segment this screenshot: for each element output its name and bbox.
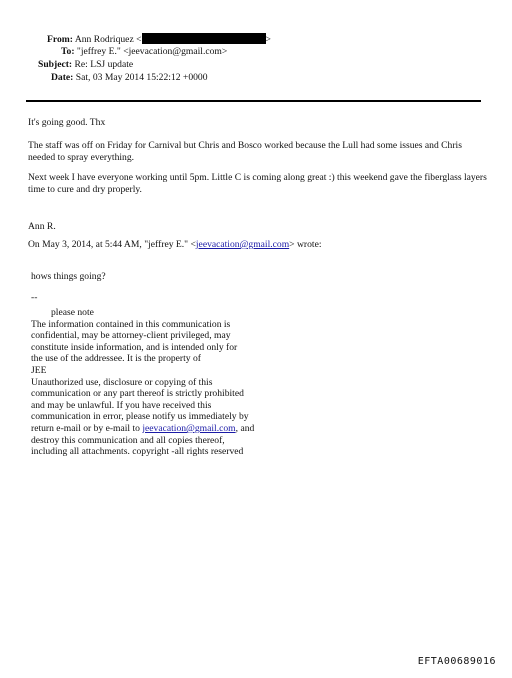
notice-line: JEE [31,364,47,376]
notice-line: the use of the addressee. It is the property of [31,353,201,365]
quoted-message: hows things going? [31,271,106,282]
notice-line: and may be unlawful. If you have received this [31,399,212,411]
notice-email-pre: return e-mail or by e-mail to [31,422,143,434]
body-paragraph-1: It's going good. Thx [28,117,106,128]
subject-label: Subject: [38,59,73,70]
header-divider [26,100,481,102]
notice-email-link[interactable]: jeevacation@gmail.com [142,422,236,434]
date-label: Date: [51,72,74,83]
quote-intro-pre: On May 3, 2014, at 5:44 AM, "jeffrey E." < [28,239,196,250]
subject-row [38,59,133,71]
to-label: To: [61,46,75,57]
to-value: "jeffrey E." <jeevacation@gmail.com> [76,46,228,57]
quote-intro-post: > wrote: [289,239,322,250]
confidentiality-notice [31,307,254,458]
body-paragraph-3: Next week I have everyone working until 5pm. Little C is coming along great :) this weekend gave the fiberglass layers time to cure and dry properly. [28,172,487,195]
notice-email-post: , and [235,422,255,434]
redaction-bar [142,33,266,44]
notice-line: destroy this communication and all copies thereof, [31,434,225,446]
body-paragraph-2: The staff was off on Friday for Carnival but Chris and Bosco worked because the Lull had some issues and Chris needed to spray everything. [28,140,462,163]
notice-line: communication or any part thereof is strictly prohibited [31,388,244,400]
bates-number: EFTA00689016 [417,656,496,667]
notice-line-email [31,423,254,435]
quote-email-link[interactable]: jeevacation@gmail.com [195,239,290,250]
date-row [51,72,208,84]
notice-line: confidential, may be attorney-client privileged, may [31,330,231,342]
quote-intro [28,239,322,251]
notice-line: including all attachments. copyright -all rights reserved [31,446,244,458]
from-label: From: [47,34,73,45]
signature-separator: -- [31,292,38,303]
notice-line: please note [51,307,94,318]
signature: Ann R. [28,221,56,232]
from-row [47,33,271,46]
notice-line: constitute inside information, and is intended only for [31,341,238,353]
to-row [61,46,227,58]
subject-value: Re: LSJ update [74,59,134,70]
from-close: > [265,34,271,45]
notice-line: Unauthorized use, disclosure or copying of this [31,376,213,388]
from-name: Ann Rodriquez < [74,34,142,45]
notice-line: communication in error, please notify us immediately by [31,411,249,423]
date-value: Sat, 03 May 2014 15:22:12 +0000 [75,72,208,83]
notice-line: The information contained in this communication is [31,318,231,330]
